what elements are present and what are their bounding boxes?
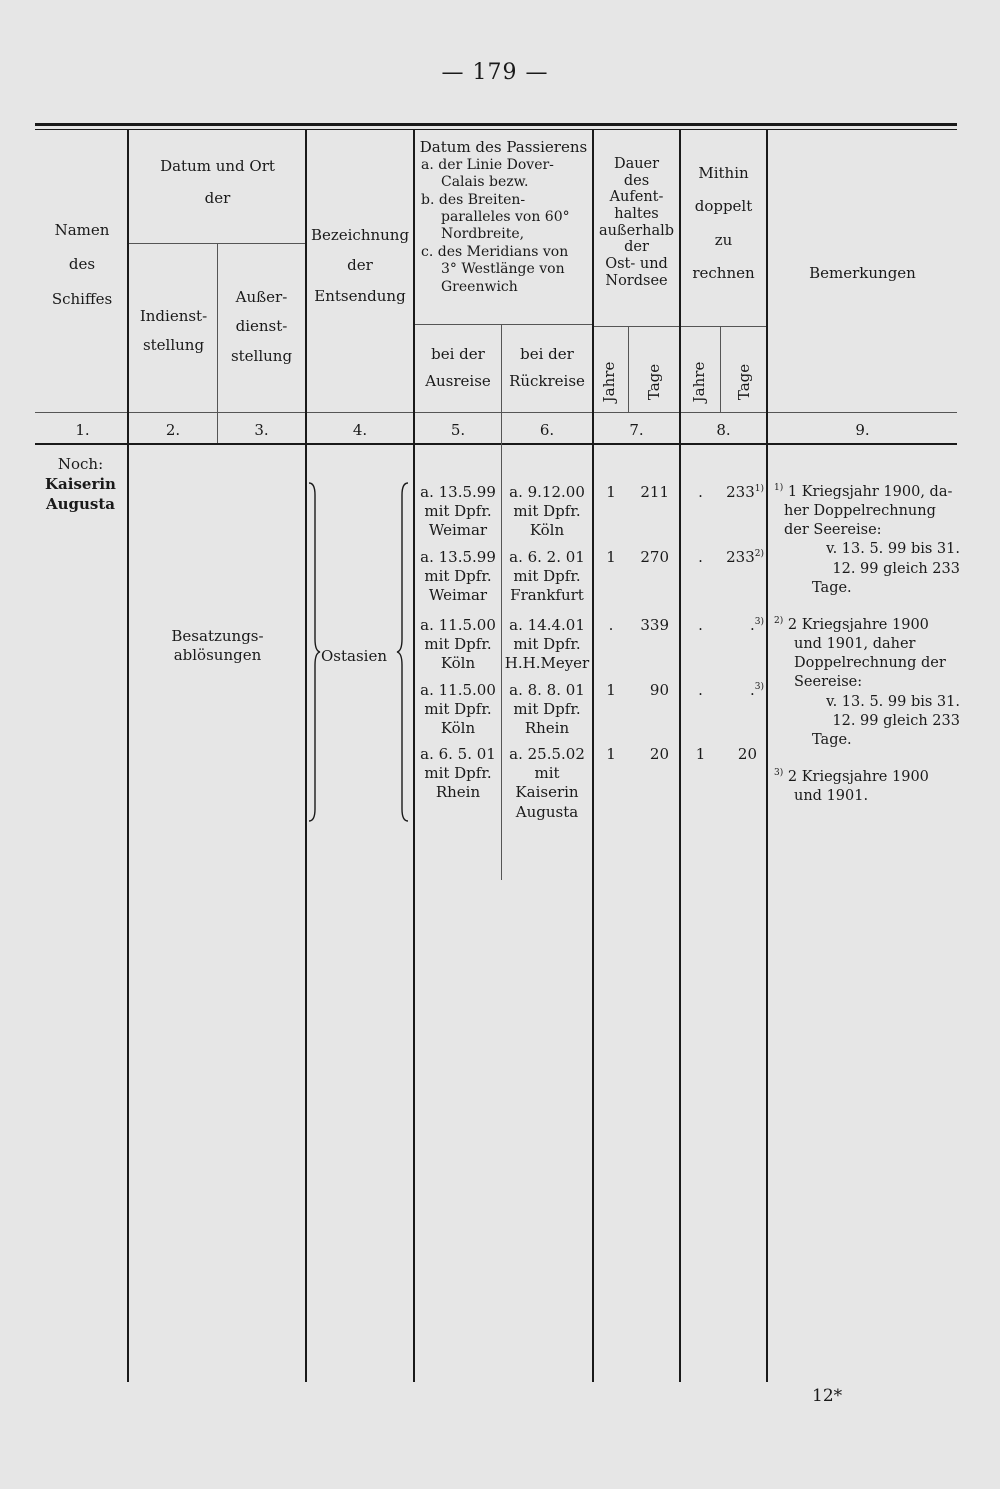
row1-doubled-tage: 233$^{1)}$: [726, 483, 764, 501]
row3-outbound: a. 11.5.00 mit Dpfr. Köln: [420, 616, 496, 673]
col-number-1: 1.: [75, 421, 90, 439]
row1-doubled-jahre: .: [698, 483, 703, 501]
table-top-rule-thin: [35, 129, 957, 130]
row5-return: a. 25.5.02 mit Kaiserin Augusta: [509, 745, 585, 821]
header-col5: bei der Ausreise: [425, 345, 491, 391]
ship-name: Noch: Kaiserin Augusta: [45, 455, 116, 513]
row1-jahre: 1: [606, 483, 616, 501]
col-number-8: 8.: [716, 421, 731, 439]
row2-tage: 270: [640, 548, 669, 566]
col-number-4: 4.: [352, 421, 368, 439]
right-brace-col4: [396, 481, 410, 823]
footnote-2: $^{2)}$ 2 Kriegsjahre 1900 und 1901, daher Doppelrechnung der Seereise: v. 13. 5. 99 bis 31. 12. 99 gleich 233 Tage.: [774, 616, 960, 748]
row4-outbound: a. 11.5.00 mit Dpfr. Köln: [420, 681, 496, 738]
row5-doubled-jahre: 1: [695, 745, 706, 763]
row2-doubled-jahre: .: [698, 548, 703, 566]
signature-mark: 12*: [812, 1386, 843, 1406]
header-col8: Mithin doppelt zu rechnen: [692, 164, 755, 282]
row4-doubled-tage: .$^{3)}$: [749, 681, 764, 699]
row3-doubled-tage: .$^{3)}$: [749, 616, 764, 634]
row3-doubled-jahre: .: [698, 616, 703, 634]
page-number: — 179 —: [441, 60, 549, 85]
row4-jahre: 1: [606, 681, 616, 699]
numbers-bottom-rule: [35, 443, 957, 445]
row2-jahre: 1: [606, 548, 616, 566]
header-col2: Indienst- stellung: [139, 307, 208, 355]
row4-doubled-jahre: .: [698, 681, 703, 699]
col-number-6: 6.: [539, 421, 555, 439]
header-col8-tage: Tage: [735, 363, 753, 401]
row2-outbound: a. 13.5.99 mit Dpfr. Weimar: [420, 548, 496, 605]
col-number-3: 3.: [254, 421, 269, 439]
row1-return: a. 9.12.00 mit Dpfr. Köln: [509, 483, 585, 540]
col-divider-1: [127, 130, 129, 1382]
row1-outbound: a. 13.5.99 mit Dpfr. Weimar: [420, 483, 496, 540]
header-col1: Namen des Schiffes: [51, 221, 113, 308]
header-col56-title: Datum des Passierens: [419, 138, 588, 156]
header-col7: Dauer des Aufent- haltes außerhalb der Ost- und Nordsee: [598, 156, 675, 289]
row4-tage: 90: [649, 681, 669, 699]
row2-return: a. 6. 2. 01 mit Dpfr. Frankfurt: [509, 548, 585, 605]
service-type: Besatzungs- ablösungen: [171, 627, 264, 665]
col-divider-8: [766, 130, 768, 1382]
destination: Ostasien: [321, 647, 387, 665]
header-col9: Bemerkungen: [809, 264, 916, 282]
footnote-1: $^{1)}$ 1 Kriegsjahr 1900, da- her Doppelrechnung der Seereise: v. 13. 5. 99 bis 31. 12. 99 gleich 233 Tage.: [774, 483, 960, 596]
row1-tage: 211: [640, 483, 669, 501]
header-col23: Datum und Ort der: [160, 157, 275, 208]
col-divider-7a: [628, 327, 629, 412]
row2-doubled-tage: 233$^{2)}$: [726, 548, 764, 566]
header-col6: bei der Rückreise: [509, 345, 585, 391]
col-number-7: 7.: [629, 421, 644, 439]
header-rule-col56: [414, 324, 593, 325]
row5-outbound: a. 6. 5. 01 mit Dpfr. Rhein: [420, 745, 496, 802]
col-number-2: 2.: [165, 421, 181, 439]
footnote-3: $^{3)}$ 2 Kriegsjahre 1900 und 1901.: [774, 768, 929, 805]
header-col7-tage: Tage: [645, 363, 663, 401]
header-col3: Außer- dienst- stellung: [230, 288, 293, 365]
col-number-9: 9.: [855, 421, 870, 439]
row4-return: a. 8. 8. 01 mit Dpfr. Rhein: [509, 681, 585, 738]
header-col56-lines: a. der Linie Dover- Calais bezw. b. des Breiten- paralleles von 60° Nordbreite, c. des Meridians von 3° Westlänge von Greenwich: [421, 157, 570, 295]
row3-return: a. 14.4.01 mit Dpfr. H.H.Meyer: [504, 616, 590, 673]
row3-jahre: .: [608, 616, 614, 634]
col-divider-8a: [720, 327, 721, 412]
header-col4: Bezeichnung der Entsendung: [310, 226, 410, 305]
row5-jahre: 1: [606, 745, 616, 763]
table-top-rule: [35, 123, 957, 126]
row5-tage: 20: [649, 745, 669, 763]
row3-tage: 339: [640, 616, 669, 634]
row5-doubled-tage: 20: [737, 745, 757, 763]
header-col8-jahre: Jahre: [690, 361, 708, 403]
header-bottom-rule: [35, 412, 957, 413]
header-col7-jahre: Jahre: [600, 361, 618, 403]
col-number-5: 5.: [450, 421, 466, 439]
